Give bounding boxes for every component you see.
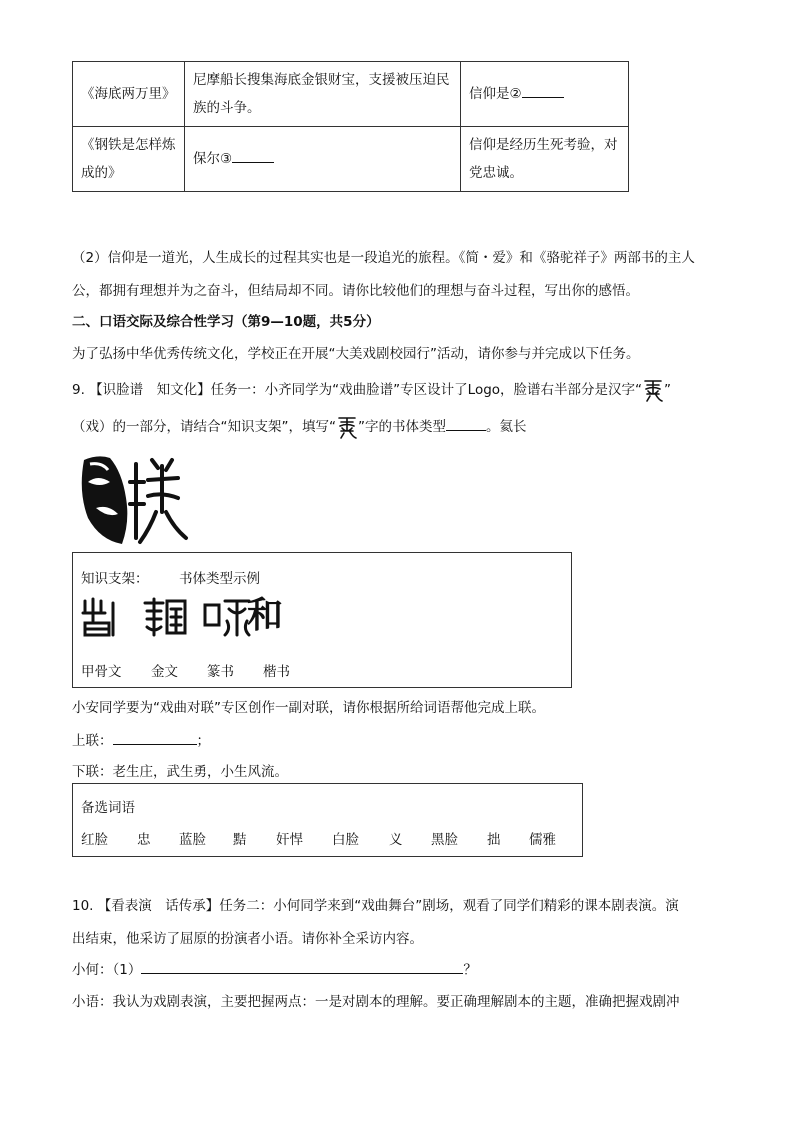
word-option: 黠 <box>233 832 247 848</box>
word-option: 白脸 <box>332 832 359 848</box>
word-option: 拙 <box>487 832 501 848</box>
answer-blank-3[interactable] <box>232 148 274 163</box>
upper-couplet-end: ； <box>196 733 210 749</box>
answer-blank-2[interactable] <box>522 83 564 98</box>
content-cell <box>185 127 461 192</box>
belief-cell <box>461 62 629 127</box>
q10-line-1: 10. 【看表演 话传承】任务二：小何同学来到“戏曲舞台”剧场，观看了同学们精彩的课本剧表演。演 <box>72 898 679 914</box>
word-option: 奸悍 <box>276 832 303 848</box>
word-box-title: 备选词语 <box>81 800 135 816</box>
belief-text: 信仰是② <box>469 86 522 102</box>
word-box <box>72 783 583 857</box>
q10-line-2: 出结束，他采访了屈原的扮演者小语。请你补全采访内容。 <box>72 931 423 947</box>
xiaohe-label: 小何：（1） <box>72 962 142 978</box>
kaishu-sample: 和 <box>247 594 284 636</box>
interview-question-blank[interactable] <box>141 959 463 974</box>
jinwen-sample-icon <box>141 595 189 639</box>
word-option: 蓝脸 <box>179 832 206 848</box>
content-cell <box>185 62 461 127</box>
xiaohe-line <box>72 958 477 978</box>
q9-text: 9. 【识脸谱 知文化】任务一：小齐同学为“戏曲脸谱”专区设计了Logo，脸谱右半部分是汉字“ <box>72 382 643 398</box>
q2-line-1: （2）信仰是一道光，人生成长的过程其实也是一段追光的旅程。《简・爱》和《骆驼祥子》两部书的主人 <box>72 250 695 266</box>
knowledge-frame <box>72 552 572 688</box>
xi-glyph-icon <box>336 414 358 440</box>
couplet-intro: 小安同学要为“戏曲对联”专区创作一副对联，请你根据所给词语帮他完成上联。 <box>72 700 545 716</box>
knowledge-label: 知识支架： <box>81 571 149 587</box>
word-option: 忠 <box>137 832 151 848</box>
book-title: 《海底两万里》 <box>81 86 176 102</box>
upper-couplet-line <box>72 729 210 749</box>
book-title: 《钢铁是怎样炼成的》 <box>81 137 176 181</box>
upper-couplet-label: 上联： <box>72 733 113 749</box>
script-label: 甲骨文 <box>81 664 122 680</box>
upper-couplet-blank[interactable] <box>113 730 197 745</box>
word-option: 儒雅 <box>529 832 556 848</box>
belief-cell <box>461 127 629 192</box>
opera-mask-logo-icon <box>74 452 194 548</box>
script-label: 篆书 <box>207 664 234 680</box>
book-table <box>72 61 629 192</box>
zhuanshu-sample-icon <box>201 595 253 639</box>
xi-glyph-icon <box>642 377 664 403</box>
book-title-cell <box>73 62 185 127</box>
q2-line-2: 公，都拥有理想并为之奋斗，但结局却不同。请你比较他们的理想与奋斗过程，写出你的感悟。 <box>72 283 639 299</box>
word-option: 义 <box>389 832 403 848</box>
xiaohe-end: ？ <box>463 962 477 978</box>
q9-text-c: 。氦长 <box>485 419 527 435</box>
book-content: 尼摩船长搜集海底金银财宝，支援被压迫民族的斗争。 <box>193 72 450 116</box>
book-title-cell <box>73 127 185 192</box>
script-type-blank[interactable] <box>446 416 486 431</box>
book-content: 保尔③ <box>193 151 233 167</box>
word-option: 红脸 <box>81 832 108 848</box>
script-label: 金文 <box>151 664 178 680</box>
q9-line-1 <box>72 377 671 403</box>
table-row <box>73 127 629 192</box>
knowledge-subtitle: 书体类型示例 <box>179 571 260 587</box>
section-intro: 为了弘扬中华优秀传统文化，学校正在开展“大美戏剧校园行”活动，请你参与并完成以下任务。 <box>72 346 640 362</box>
belief-text: 信仰是经历生死考验，对党忠诚。 <box>469 137 618 181</box>
q9-text-a: （戏）的一部分，请结合“知识支架”，填写“ <box>72 419 336 435</box>
lower-couplet: 下联：老生庄，武生勇，小生风流。 <box>72 764 288 780</box>
q9-quote-end: ” <box>664 382 672 398</box>
xiaoyu-line: 小语：我认为戏剧表演，主要把握两点：一是对剧本的理解。要正确理解剧本的主题，准确把握戏剧冲 <box>72 994 680 1010</box>
jiaguwen-sample-icon <box>79 595 121 639</box>
word-option: 黑脸 <box>431 832 458 848</box>
table-row <box>73 62 629 127</box>
script-label: 楷书 <box>263 664 290 680</box>
q9-line-2 <box>72 414 526 440</box>
section-title: 二、口语交际及综合性学习（第9—10题，共5分） <box>72 314 380 330</box>
q9-text-b: ”字的书体类型 <box>357 419 446 435</box>
